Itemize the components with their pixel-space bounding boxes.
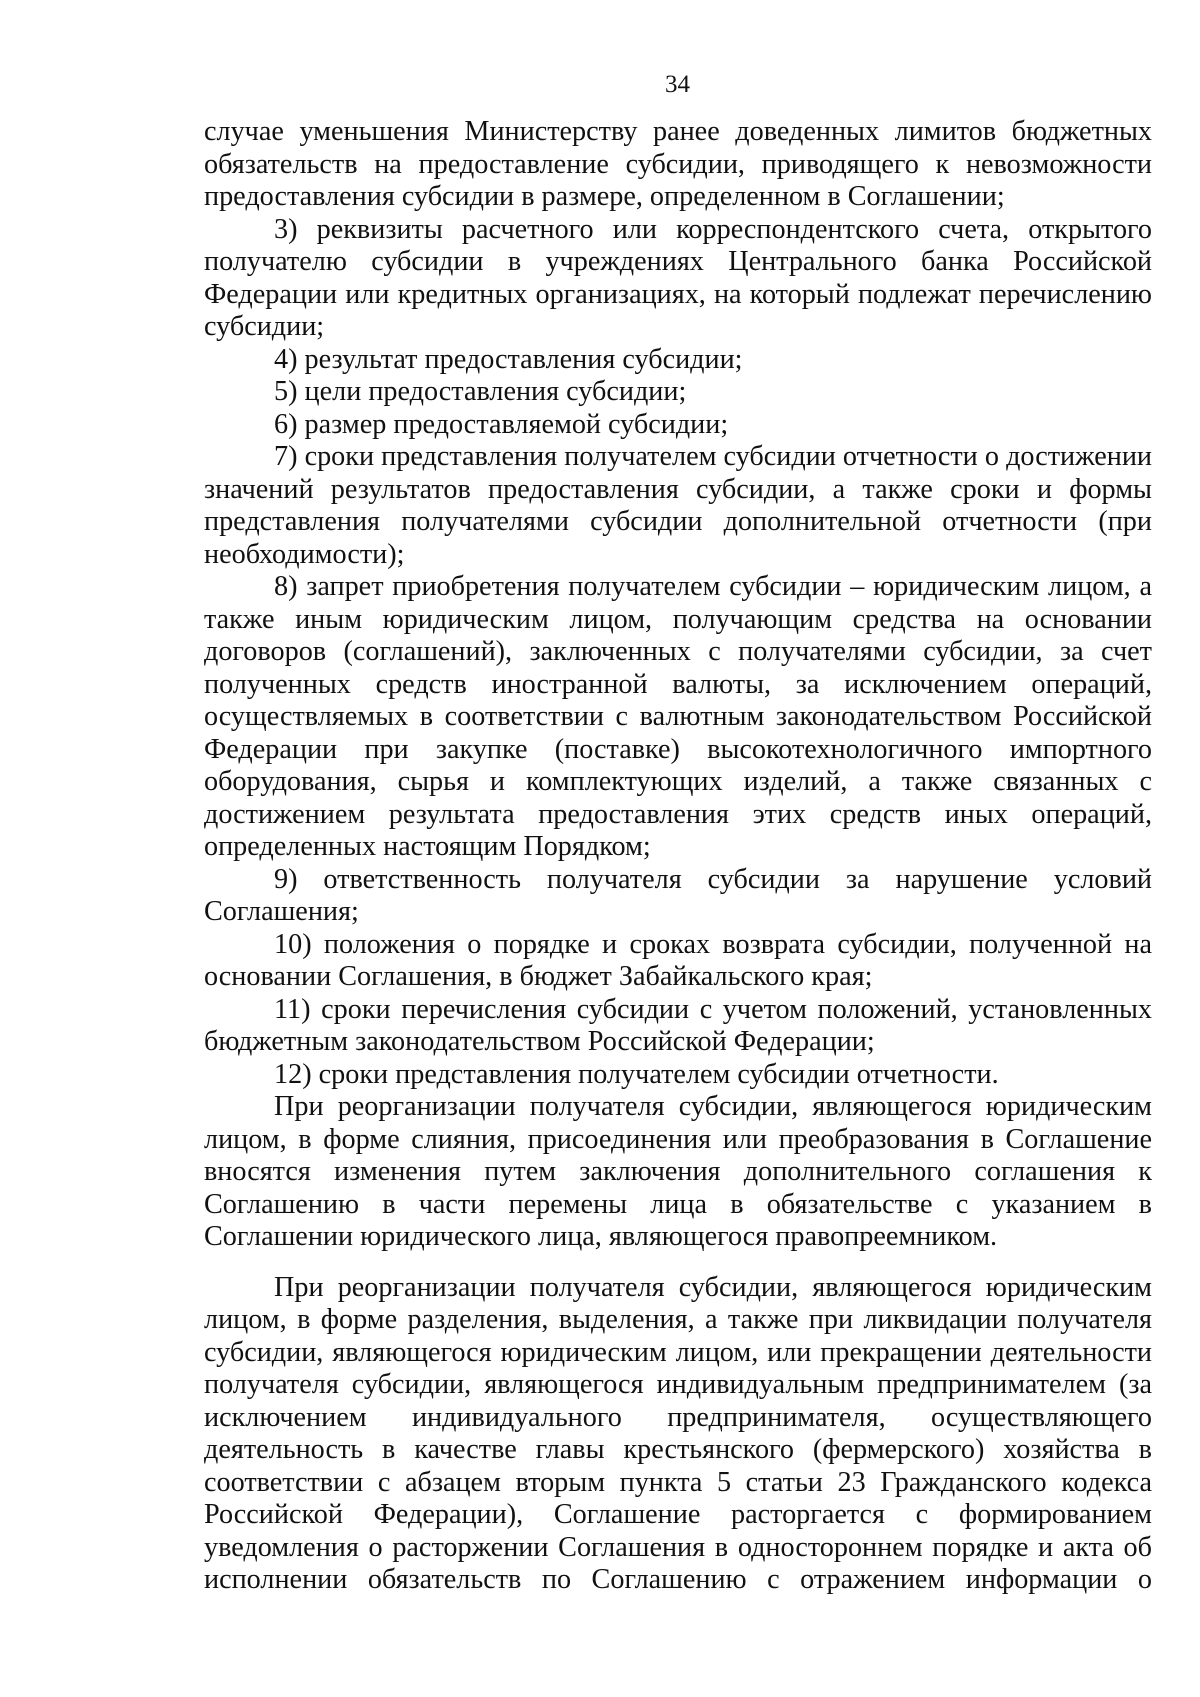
list-item-8: 8) запрет приобретения получателем субсидии – юридическим лицом, а также иным юридическим лицом, получающим средства на основании договоров (соглашений), заключенных с получателями субсидии, за счет полученных средств иностранной валюты, за исключением операций, осуществляемых в соответствии с валютным законодательством Российской Федерации при закупке (поставке) высокотехнологичного импортного оборудования, сырья и комплектующих изделий, а также связанных с достижением результата предоставления этих средств иных операций, определенных настоящим Порядком; xyxy=(204,571,1152,862)
list-item-3: 3) реквизиты расчетного или корреспондентского счета, открытого получателю субсидии в учреждениях Центрального банка Российской Федерации или кредитных организациях, на который подлежат перечислению субсидии; xyxy=(204,213,1152,342)
paragraph-reorganization-division: При реорганизации получателя субсидии, являющегося юридическим лицом, в форме разделения, выделения, а также при ликвидации получателя субсидии, являющегося юридическим лицом, или прекращении деятельности получателя субсидии, являющегося индивидуальным предпринимателем (за исключением индивидуального предпринимателя, осуществляющего деятельность в качестве главы крестьянского (фермерского) хозяйства в соответствии с абзацем вторым пункта 5 статьи 23 Гражданского кодекса Российской Федерации), Соглашение расторгается с формированием уведомления о расторжении Соглашения в одностороннем порядке и акта об исполнении обязательств по Соглашению с отражением информации о xyxy=(204,1271,1152,1595)
list-item-9: 9) ответственность получателя субсидии за нарушение условий Соглашения; xyxy=(204,863,1152,927)
page-number: 34 xyxy=(665,71,690,98)
list-item-10: 10) положения о порядке и сроках возврата субсидии, полученной на основании Соглашения, в бюджет Забайкальского края; xyxy=(204,928,1152,992)
list-item-7: 7) сроки представления получателем субсидии отчетности о достижении значений результатов предоставления субсидии, а также сроки и формы представления получателями субсидии дополнительной отчетности (при необходимости); xyxy=(204,441,1152,570)
list-item-11: 11) сроки перечисления субсидии с учетом положений, установленных бюджетным законодательством Российской Федерации; xyxy=(204,993,1152,1057)
list-item-4: 4) результат предоставления субсидии; xyxy=(274,343,743,375)
document-body xyxy=(204,116,1152,1597)
list-item-12: 12) сроки представления получателем субсидии отчетности. xyxy=(274,1058,999,1090)
list-item-5: 5) цели предоставления субсидии; xyxy=(274,376,687,407)
list-item-6: 6) размер предоставляемой субсидии; xyxy=(274,408,729,440)
paragraph-reorganization-merger: При реорганизации получателя субсидии, являющегося юридическим лицом, в форме слияния, присоединения или преобразования в Соглашение вносятся изменения путем заключения дополнительного соглашения к Соглашению в части перемены лица в обязательстве с указанием в Соглашении юридического лица, являющегося правопреемником. xyxy=(204,1091,1152,1252)
paragraph-continuation: случае уменьшения Министерству ранее доведенных лимитов бюджетных обязательств на предоставление субсидии, приводящего к невозможности предоставления субсидии в размере, определенном в Соглашении; xyxy=(204,116,1152,212)
